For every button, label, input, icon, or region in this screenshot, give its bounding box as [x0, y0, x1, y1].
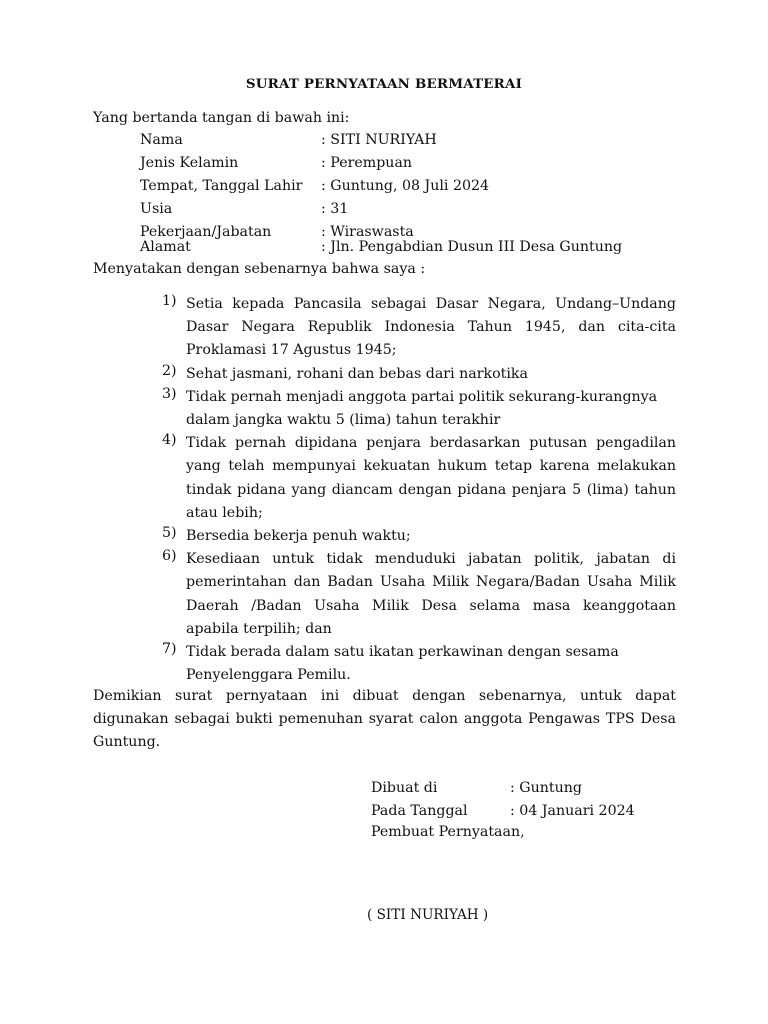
list-item-number: 3): [162, 385, 177, 402]
list-item: [160, 363, 676, 386]
list-item: [160, 641, 676, 687]
list-item-number: 1): [162, 293, 177, 309]
statement-text: Menyatakan dengan sebenarnya bahwa saya :: [93, 261, 426, 277]
field-label-pekerjaan: Pekerjaan/Jabatan: [140, 224, 272, 240]
intro-text: Yang bertanda tangan di bawah ini:: [93, 110, 350, 126]
field-value-alamat: : Jln. Pengabdian Dusun III Desa Guntung: [321, 239, 623, 255]
signer-name: ( SITI NURIYAH ): [367, 907, 489, 923]
list-item-text: Kesediaan untuk tidak menduduki jabatan politik, jabatan di pemerintahan dan Badan Usaha Milik Negara/Badan Usaha Milik Daerah /Badan Usaha Milik Desa selama masa keanggotaan apabila terpilih; dan: [186, 551, 676, 637]
list-item-number: 4): [162, 432, 177, 449]
list-item: [160, 386, 676, 432]
signature-date-label: Pada Tanggal: [371, 803, 468, 819]
list-item-text: Bersedia bekerja penuh waktu;: [186, 528, 411, 545]
field-label-nama: Nama: [140, 132, 183, 148]
field-value-tempat-tanggal-lahir: : Guntung, 08 Juli 2024: [321, 178, 490, 194]
field-value-pekerjaan: : Wiraswasta: [321, 224, 414, 240]
field-label-jenis-kelamin: Jenis Kelamin: [140, 155, 239, 171]
field-label-tempat-tanggal-lahir: Tempat, Tanggal Lahir: [140, 178, 303, 194]
list-item-text: Sehat jasmani, rohani dan bebas dari narkotika: [186, 365, 528, 382]
field-label-alamat: Alamat: [140, 239, 191, 255]
signature-maker-label: Pembuat Pernyataan,: [371, 824, 525, 840]
signature-date-value: : 04 Januari 2024: [510, 803, 635, 819]
declaration-list: [160, 293, 676, 687]
list-item: [160, 525, 676, 548]
closing-paragraph: Demikian surat pernyataan ini dibuat dengan sebenarnya, untuk dapat digunakan sebagai bukti pemenuhan syarat calon anggota Pengawas TPS Desa Guntung.: [93, 688, 676, 751]
list-item-number: 6): [162, 548, 177, 565]
list-item: [160, 432, 676, 525]
list-item-text: Setia kepada Pancasila sebagai Dasar Negara, Undang–Undang Dasar Negara Republik Indonesia Tahun 1945, dan cita-cita Proklamasi 17 Agustus 1945;: [186, 296, 676, 359]
signature-place-label: Dibuat di: [371, 780, 438, 796]
list-item-text: Tidak pernah dipidana penjara berdasarkan putusan pengadilan yang telah mempunyai kekuatan hukum tetap karena melakukan tindak pidana yang diancam dengan pidana penjara 5 (lima) tahun atau lebih;: [186, 435, 676, 521]
list-item-number: 5): [162, 525, 177, 542]
field-label-usia: Usia: [140, 201, 173, 217]
document-title: SURAT PERNYATAAN BERMATERAI: [245, 76, 523, 92]
field-value-jenis-kelamin: : Perempuan: [321, 155, 413, 171]
list-item-text: Tidak berada dalam satu ikatan perkawinan dengan sesama Penyelenggara Pemilu.: [186, 644, 619, 684]
list-item: [160, 548, 676, 641]
field-value-usia: : 31: [321, 201, 349, 217]
field-value-nama: : SITI NURIYAH: [321, 132, 437, 148]
list-item-number: 2): [162, 362, 177, 379]
signature-place-value: : Guntung: [510, 780, 582, 796]
list-item: [160, 293, 676, 363]
list-item-text: Tidak pernah menjadi anggota partai politik sekurang-kurangnya dalam jangka waktu 5 (lima) tahun terakhir: [186, 388, 658, 429]
list-item-number: 7): [162, 641, 177, 658]
